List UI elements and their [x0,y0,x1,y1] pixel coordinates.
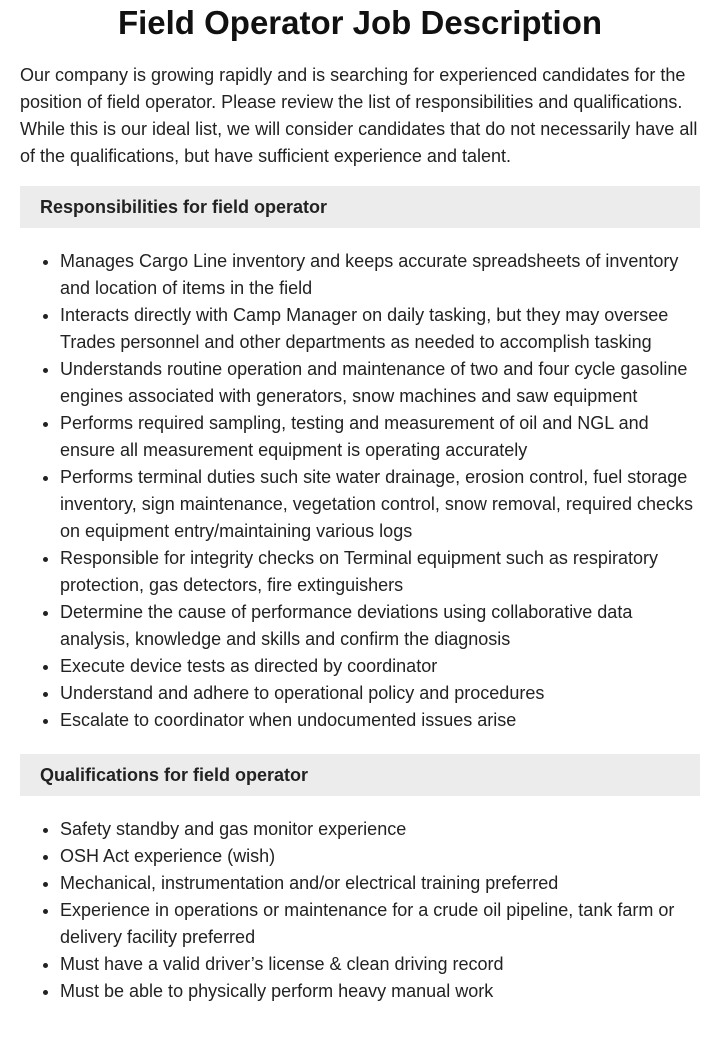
list-item: • Understand and adhere to operational policy and procedures [60,680,700,707]
list-item: • Responsible for integrity checks on Terminal equipment such as respiratory protection, gas detectors, fire extinguishers [60,545,700,599]
list-item: • Interacts directly with Camp Manager on daily tasking, but they may oversee Trades personnel and other departments as needed to accomplish tasking [60,302,700,356]
list-item: • Performs terminal duties such site water drainage, erosion control, fuel storage inventory, sign maintenance, vegetation control, snow removal, required checks on equipment entry/maintaining various logs [60,464,700,545]
list-item: • Escalate to coordinator when undocumented issues arise [60,707,700,734]
spacer [20,734,700,738]
page-title: Field Operator Job Description [117,4,603,41]
list-item: • Mechanical, instrumentation and/or electrical training preferred [60,870,700,897]
intro-paragraph: Our company is growing rapidly and is searching for experienced candidates for the position of field operator. Please review the list of responsibilities and qualifications. While this is our ideal list, we will consider candidates that do not necessarily have all of the qualifications, but have sufficient experience and talent. [20,65,698,166]
list-item: • Determine the cause of performance deviations using collaborative data analysis, knowledge and skills and confirm the diagnosis [60,599,700,653]
list-item: • Execute device tests as directed by coordinator [60,653,700,680]
list-item: • Performs required sampling, testing and measurement of oil and NGL and ensure all measurement equipment is operating accurately [60,410,700,464]
list-item: • Experience in operations or maintenance for a crude oil pipeline, tank farm or delivery facility preferred [60,897,700,951]
list-item: • Manages Cargo Line inventory and keeps accurate spreadsheets of inventory and location of items in the field [60,248,700,302]
responsibilities-list [20,248,700,734]
list-item: • Safety standby and gas monitor experience [60,816,700,843]
list-item: • Understands routine operation and maintenance of two and four cycle gasoline engines associated with generators, snow machines and saw equipment [60,356,700,410]
qualifications-heading: Qualifications for field operator [20,754,700,796]
responsibilities-heading: Responsibilities for field operator [20,186,700,228]
list-item: • Must be able to physically perform heavy manual work [60,978,700,1005]
qualifications-list [20,816,700,1005]
list-item: • OSH Act experience (wish) [60,843,700,870]
list-item: • Must have a valid driver’s license & clean driving record [60,951,700,978]
